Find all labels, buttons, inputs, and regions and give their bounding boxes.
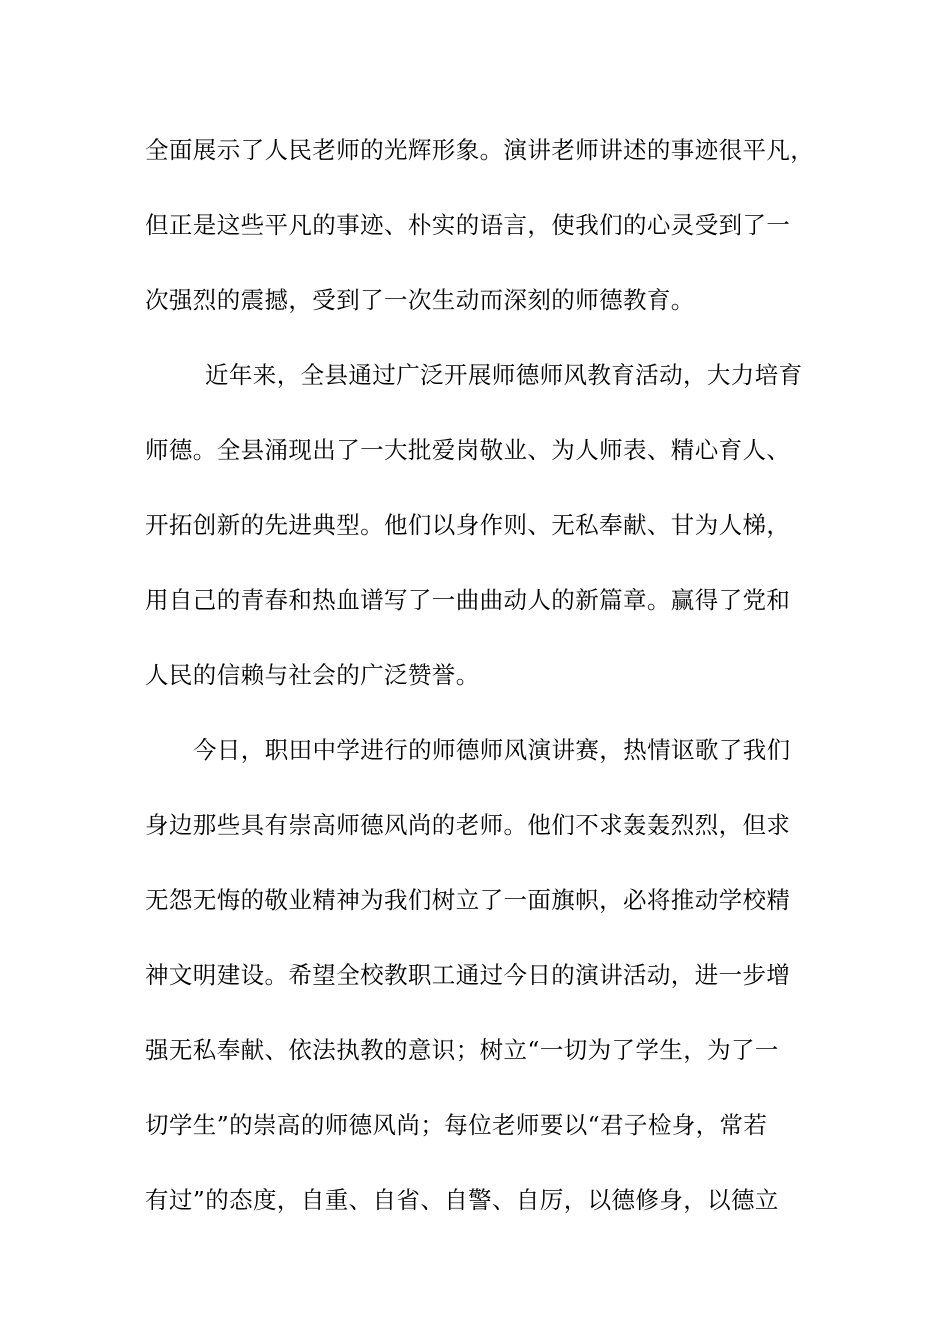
text-line: 用自己的青春和热血谱写了一曲曲动人的新篇章。赢得了党和 [145,586,791,614]
text-line: 但正是这些平凡的事迹、朴实的语言，使我们的心灵受到了一 [145,211,791,239]
text-line: 强无私奉献、依法执教的意识；树立“一切为了学生，为了一 [145,1036,779,1064]
text-line: 神文明建设。希望全校教职工通过今日的演讲活动，进一步增 [145,961,791,989]
text-line: 师德。全县涌现出了一大批爱岗敬业、为人师表、精心育人、 [145,436,791,464]
text-line: 有过”的态度，自重、自省、自警、自厉，以德修身，以德立 [145,1186,779,1214]
text-line: 身边那些具有崇高师德风尚的老师。他们不求轰轰烈烈，但求 [145,811,791,839]
paragraph-start-line: 今日，职田中学进行的师德师风演讲赛，热情讴歌了我们 [193,736,791,764]
paragraph-start-line: 近年来，全县通过广泛开展师德师风教育活动，大力培育 [205,361,803,389]
text-line: 开拓创新的先进典型。他们以身作则、无私奉献、甘为人梯， [145,511,791,539]
text-line: 次强烈的震撼，受到了一次生动而深刻的师德教育。 [145,286,695,314]
text-line: 无怨无悔的敬业精神为我们树立了一面旗帜，必将推动学校精 [145,886,791,914]
text-line: 全面展示了人民老师的光辉形象。演讲老师讲述的事迹很平凡， [145,136,815,164]
text-line: 人民的信赖与社会的广泛赞誉。 [145,661,480,689]
text-line: 切学生”的崇高的师德风尚；每位老师要以“君子检身，常若 [145,1111,768,1139]
